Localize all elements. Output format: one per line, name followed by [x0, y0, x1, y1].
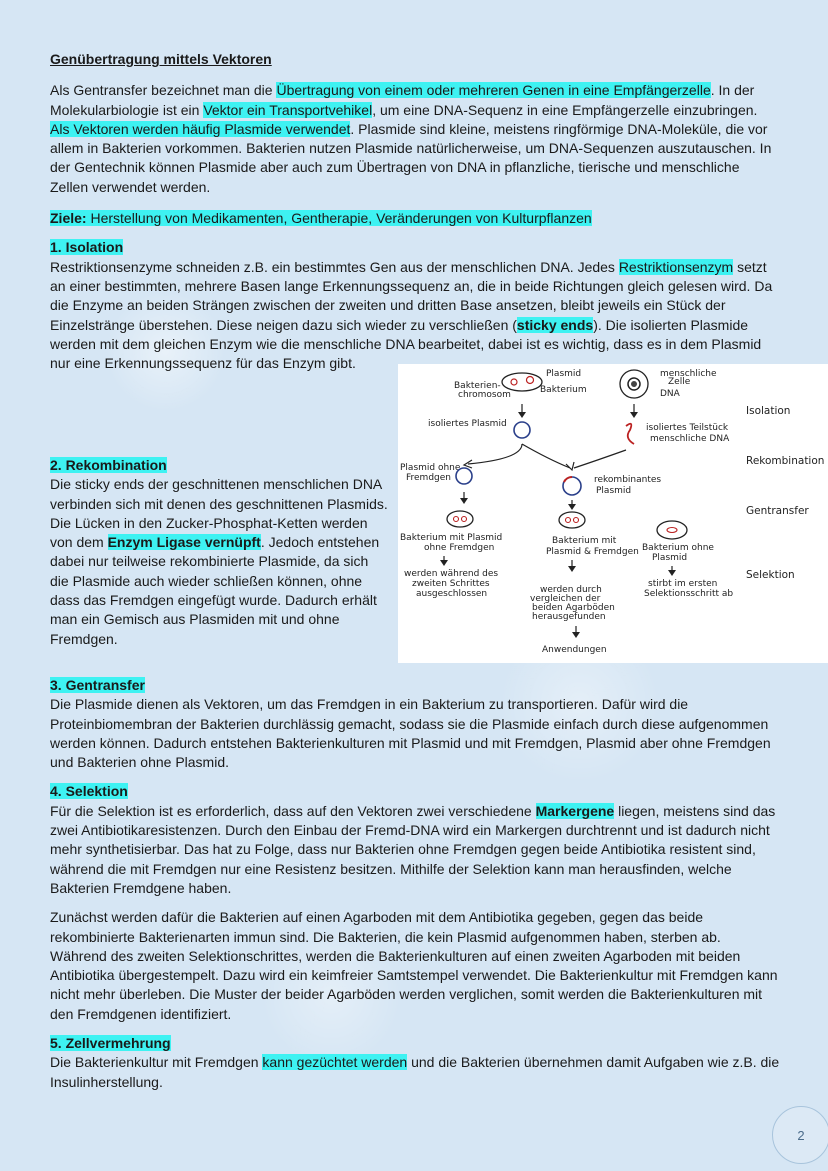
arrow	[468, 444, 522, 464]
label-menschliche: menschliche	[660, 369, 717, 379]
gentransfer-paragraph: Die Plasmide dienen als Vektoren, um das Fremdgen in ein Bakterium zu transportieren. Dafür wird die Proteinbiomembran der Bakterien durchlässig gemacht, sodass sie die Plasmide einfach durch diese aufgenommen werden können. Dadurch entstehen Bakterienkulturen mit Plasmid und mit Fremdgen, Plasmid aber ohne Fremdgen und Bakterien ohne Plasmid.	[50, 696, 771, 771]
sticky-ends-highlight: sticky ends	[516, 316, 594, 333]
gentransfer-diagram	[398, 364, 828, 663]
label-durch-4: herausgefunden	[532, 612, 606, 622]
rekombination-text-1: Die sticky ends der geschnittenen menschlichen DNA verbinden sich mit denen des geschnittenen Plasmids. Die Lücken in den Zucker-Phosphat-Ketten werden von dem	[50, 476, 388, 551]
label-rek-plasmid: Plasmid	[596, 486, 632, 496]
intro-text-2: . In der Molekularbiologie ist ein	[50, 82, 755, 118]
label-durch-1: werden durch	[540, 585, 602, 595]
inserted-gene-shape	[564, 477, 572, 482]
intro-text-4: . Plasmide sind kleine, meistens ringförmige DNA-Moleküle, die vor allem in Bakterien vorkommen. Bakterien nutzen Plasmide natürlicherweise, um DNA-Sequenzen auszutauschen. In der Gentechnik können Plasmide aber auch zum Übertragen von DNA in pflanzliche, tierische und menschliche Zellen verwendet werden.	[50, 120, 772, 195]
diagram-svg	[398, 364, 828, 663]
label-bak-ohne: Bakterium ohne	[642, 543, 714, 553]
page-number: 2	[772, 1106, 828, 1164]
intro-highlight-3: Als Vektoren werden häufig Plasmide verwendet	[50, 120, 351, 137]
label-dna: DNA	[660, 389, 680, 399]
heading-rekombination: 2. Rekombination	[50, 457, 167, 473]
label-stirbt-1: stirbt im ersten	[648, 579, 718, 589]
dna-shape	[631, 381, 637, 387]
isolation-text-3: ). Die isolierten Plasmide werden mit dem gleichen Enzym wie die menschliche DNA bearbeitet, dabei ist es wichtig, dass es in dem Plasmid nur eine Erkennungssequenz für das Enzym gibt.	[50, 316, 762, 372]
label-zelle: Zelle	[668, 377, 691, 387]
arrow-head	[668, 570, 676, 576]
heading-gentransfer: 3. Gentransfer	[50, 677, 145, 693]
section-gentransfer	[50, 676, 780, 772]
arrow-head	[630, 412, 638, 418]
label-fremdgen: Fremdgen	[406, 473, 451, 483]
label-ohne-plasmid: Plasmid	[652, 553, 688, 563]
isolation-text-2: setzt an einer bestimmten, mehrere Basen lange Erkennungssequenz an, die in beide Richtungen gleich gelesen wird. Da die Enzyme an beiden Strängen zwischen der zweiten und dritten Base ansetzen, bleibt jeweils ein Stück der Einzelstränge überstehen. Diese neigen dazu sich wieder zu verschließen (	[50, 258, 773, 333]
goals-line	[50, 209, 780, 228]
label-werden-1: werden während des	[404, 569, 499, 579]
label-plasmid: Plasmid	[546, 369, 582, 379]
side-label-selektion: Selektion	[746, 569, 795, 581]
rekombination-text-2: . Jedoch entstehen dabei nur teilweise rekombinierte Plasmide, da sich die Plasmide auch wieder schließen können, ohne dass das Fremdgen eingefügt wurde. Dadurch erhält man ein Gemisch aus Plasmiden mit und ohne Fremdgen.	[50, 534, 380, 647]
plasmid-dot	[566, 518, 571, 523]
selektion-text-1: Für die Selektion ist es erforderlich, dass auf den Vektoren zwei verschiedene	[50, 802, 536, 819]
arrow-head	[568, 566, 576, 572]
label-werden-3: ausgeschlossen	[416, 589, 488, 599]
markergene-highlight: Markergene	[535, 802, 615, 819]
bacterium-without-plasmid-shape	[657, 521, 687, 539]
selektion-paragraph-1	[50, 802, 780, 898]
arrow-head	[460, 498, 468, 504]
bacterium-with-gene-shape	[559, 512, 585, 528]
heading-isolation: 1. Isolation	[50, 239, 124, 256]
label-isoliertes-plasmid: isoliertes Plasmid	[428, 419, 507, 429]
page-title: Genübertragung mittels Vektoren	[50, 51, 272, 67]
document-page	[50, 50, 780, 373]
chromosome-shape	[511, 379, 517, 385]
label-plasmid-ohne: Plasmid ohne	[400, 463, 461, 473]
label-werden-2: zweiten Schrittes	[412, 579, 490, 589]
isolation-highlight: Restriktionsenzym	[618, 258, 734, 275]
lower-sections	[50, 676, 780, 1092]
plasmid-dot	[454, 517, 459, 522]
ligase-highlight: Enzym Ligase vernüpft	[107, 534, 261, 551]
bacterium-with-plasmid-shape	[447, 511, 473, 527]
section-isolation	[50, 238, 780, 373]
label-anwendungen: Anwendungen	[542, 645, 607, 655]
arrow	[574, 450, 626, 468]
selektion-text-2: liegen, meistens sind das zwei Antibiotikaresistenzen. Durch den Einbau der Fremd-DNA wird ein Markergen durchtrennt und ist dadurch nicht mehr synthetisierbar. Das hat zu Folge, dass nur Bakterien ohne Fremdgen gegen beide Antibiotika resistent sind, während die mit Fremdgen nur eine Resistenz besitzen. Mithilfe der Selektion kann man herausfinden, welche Bakterien Fremdgene haben.	[50, 802, 776, 896]
label-durch-3: beiden Agarböden	[532, 603, 615, 613]
intro-paragraph	[50, 81, 780, 197]
arrow-head	[568, 504, 576, 510]
chromosome-shape	[667, 528, 677, 533]
plasmid-dot	[462, 517, 467, 522]
zellvermehrung-paragraph	[50, 1053, 780, 1092]
plasmid-shape	[527, 377, 534, 384]
dna-fragment-shape	[626, 424, 634, 444]
heading-selektion: 4. Selektion	[50, 783, 128, 800]
side-label-isolation: Isolation	[746, 405, 791, 417]
isolated-plasmid-shape	[514, 422, 530, 438]
arrow-head	[440, 560, 448, 566]
label-menschliche-dna: menschliche DNA	[650, 434, 730, 444]
bacterium-shape	[502, 373, 542, 391]
label-stirbt-2: Selektionsschritt ab	[644, 589, 734, 599]
rekombination-paragraph	[50, 475, 390, 649]
goals-text: Herstellung von Medikamenten, Gentherapie, Veränderungen von Kulturpflanzen	[86, 210, 592, 227]
side-label-gentransfer: Gentransfer	[746, 505, 809, 517]
label-chromosom: chromosom	[458, 390, 511, 400]
arrow-head	[518, 412, 526, 418]
label-bak-plasmid-ohne: Bakterium mit Plasmid	[400, 533, 503, 543]
label-rekombinantes: rekombinantes	[594, 475, 662, 485]
heading-zellvermehrung: 5. Zellvermehrung	[50, 1035, 171, 1052]
arrow-head	[566, 462, 574, 470]
label-bakterium: Bakterium	[540, 385, 587, 395]
plasmid-dot	[574, 518, 579, 523]
intro-highlight-2: Vektor ein Transportvehikel	[203, 101, 373, 118]
label-ohne-fremdgen: ohne Fremdgen	[424, 543, 495, 553]
label-durch-2: vergleichen der	[530, 594, 601, 604]
intro-text-3: , um eine DNA-Sequenz in eine Empfängerzelle einzubringen.	[372, 101, 758, 118]
isolation-paragraph	[50, 258, 778, 374]
section-rekombination	[50, 456, 390, 649]
label-plasmid-fremdgen: Plasmid & Fremdgen	[546, 547, 639, 557]
selektion-paragraph-2: Zunächst werden dafür die Bakterien auf einen Agarboden mit dem Antibiotika gegeben, gegen das beide rekombinierte Bakterienarten immun sind. Die Bakterien, die kein Plasmid aufgenommen haben, sterben ab. Während des zweiten Selektionschrittes, werden die Bakterienkulturen auf einen zweiten Agarboden mit beiden Antibiotika übergestempelt. Dazu wird ein keimfreier Samtstempel verwendet. Die Bakterienkultur mit Fremdgen kann nicht mehr überleben. Die Muster der beider Agarböden werden verglichen, somit werden die Bakterienkulturen mit den Fremdgenen identifiziert.	[50, 909, 778, 1022]
section-zellvermehrung	[50, 1034, 780, 1092]
goals-label: Ziele:	[50, 210, 87, 227]
intro-text-1: Als Gentransfer bezeichnet man die	[50, 82, 277, 99]
isolation-text-1: Restriktionsenzyme schneiden z.B. ein bestimmtes Gen aus der menschlichen DNA. Jedes	[50, 258, 619, 275]
zellvermehrung-text-2: und die Bakterien übernehmen damit Aufgaben wie z.B. die Insulinherstellung.	[50, 1054, 780, 1090]
zellvermehrung-text-1: Die Bakterienkultur mit Fremdgen	[50, 1054, 263, 1071]
label-isoliertes-teilstueck: isoliertes Teilstück	[646, 423, 729, 433]
intro-highlight-1: Übertragung von einem oder mehreren Genen in eine Empfängerzelle	[276, 82, 711, 99]
label-bak-mit: Bakterium mit	[552, 536, 617, 546]
side-label-rekombination: Rekombination	[746, 455, 825, 467]
arrow-head	[572, 632, 580, 638]
zellvermehrung-highlight: kann gezüchtet werden	[262, 1054, 408, 1071]
plasmid-without-gene-shape	[456, 468, 472, 484]
arrow	[522, 444, 570, 468]
label-bakterien-chromosom: Bakterien-	[454, 381, 501, 391]
section-selektion	[50, 782, 780, 1024]
